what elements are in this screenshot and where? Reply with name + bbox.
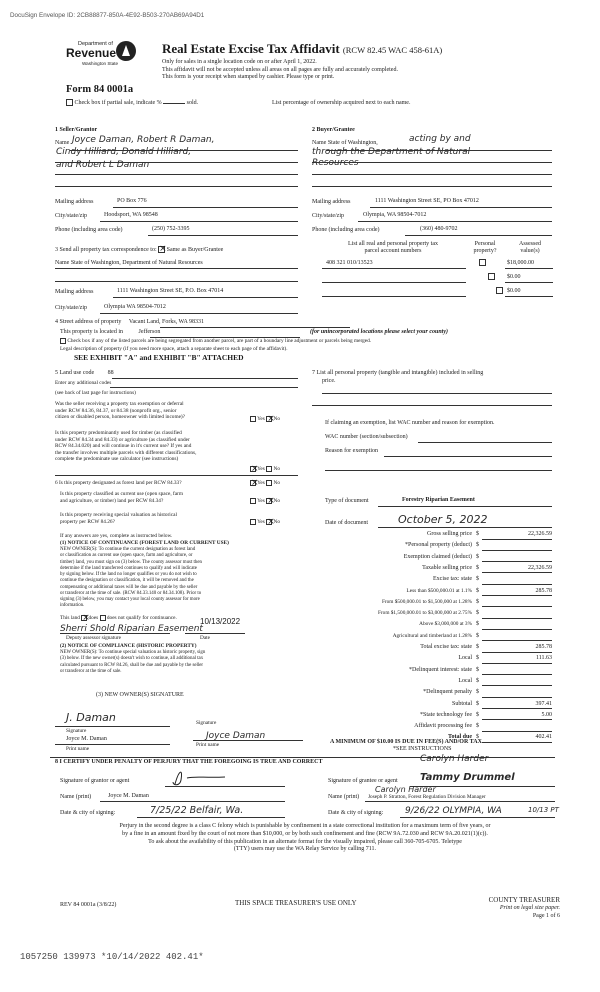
dollar-sign: $ <box>476 610 479 617</box>
dollar-sign: $ <box>476 644 479 650</box>
q6-3-no-checkbox[interactable] <box>266 519 272 525</box>
owner-signature-label-2: Signature <box>196 720 217 726</box>
street-value[interactable]: Vacant Land, Forks, WA 98331 <box>128 319 205 325</box>
personal-checkbox-1[interactable] <box>479 259 486 266</box>
owner-print-label-2: Print name <box>196 742 220 748</box>
notice2-line4: or transferor at the time of sale. <box>60 668 122 674</box>
q5-1-no: No <box>273 416 280 423</box>
header-note2: This affidavit will not be accepted unless all areas on all pages are fully and accurately completed. <box>162 66 398 73</box>
form-number: Form 84 0001a <box>66 84 134 95</box>
notice1-line1: NEW OWNER(S): To continue the current designation as forest land <box>60 547 196 552</box>
hw-name-mid: Carolyn Harder <box>375 785 436 794</box>
personal-header2: property? <box>473 248 497 255</box>
notice1-title: (1) NOTICE OF CONTINUANCE (FOREST LAND OR CURRENT USE) <box>60 540 229 546</box>
land-use-label: 5 Land use code <box>55 370 95 376</box>
tax-row-label: Excise tax: state <box>433 576 472 583</box>
see-instructions: *SEE INSTRUCTIONS <box>393 746 452 752</box>
q5-2-yes-checkbox[interactable] <box>250 466 256 472</box>
seller-city-label: City/state/zip <box>55 213 87 219</box>
unincorp-note: (for unincorporated locations please select your county) <box>310 329 448 335</box>
segregated-checkbox[interactable] <box>60 338 66 344</box>
doc-type-label: Type of document <box>325 498 369 504</box>
dollar-sign: $ <box>476 655 479 662</box>
additional-codes-label: Enter any additional codes <box>55 380 112 386</box>
receipt-stamp: 1057250 139973 *10/14/2022 402.41* <box>20 952 204 962</box>
q5-1-yes: Yes <box>257 416 265 423</box>
header-note3: This form is your receipt when stamped by cashier. Please type or print. <box>162 74 335 81</box>
buyer-city-label: City/state/zip <box>312 213 344 219</box>
tax-row-label: Total excise tax: state <box>420 644 472 650</box>
dollar-sign: $ <box>476 632 479 639</box>
seller-name-line1: Joyce Daman, Robert R Daman, <box>72 135 215 145</box>
exhibit-text: SEE EXHIBIT "A" and EXHIBIT "B" ATTACHED <box>74 353 244 362</box>
owner-print-name-1[interactable]: Joyce M. Daman <box>66 736 107 742</box>
tax-row-label: Total due <box>448 734 472 741</box>
this-land-label: This land <box>60 615 80 622</box>
tax-row-label: *Delinquent penalty <box>423 689 472 696</box>
county-treasurer: COUNTY TREASURER <box>488 896 560 904</box>
located-label: This property is located in <box>60 329 123 335</box>
notice1-line10: information. <box>60 603 85 609</box>
buyer-city[interactable]: Olympia, WA 98504-7012 <box>363 212 427 218</box>
located-value[interactable]: Jefferson <box>138 329 161 335</box>
seller-phone[interactable]: (250) 752-3395 <box>152 226 190 232</box>
corr-mailing[interactable]: 1111 Washington Street SE, P.O. Box 47014 <box>117 288 224 294</box>
q5-1-yes-checkbox[interactable] <box>250 416 256 422</box>
q5-1-no-checkbox[interactable] <box>266 416 272 422</box>
dollar-sign: $ <box>476 564 479 571</box>
tax-row-label: Affidavit processing fee <box>414 723 472 730</box>
parcel-value-2[interactable]: $0.00 <box>507 274 521 280</box>
tax-row-label: From $500,000.01 to $1,500,000 at 1.28% <box>381 598 472 605</box>
certify-line: 8 I CERTIFY UNDER PENALTY OF PERJURY THAT THE FOREGOING IS TRUE AND CORRECT <box>55 759 323 765</box>
tax-row-label: Taxable selling price <box>422 564 472 571</box>
dollar-sign: $ <box>476 666 479 673</box>
perjury-line4: (TTY) users may use the WA Relay Service by calling 711. <box>233 846 377 853</box>
dollar-sign: $ <box>476 576 479 583</box>
notice2-line1: NEW OWNER(S): To continue special valuation as historic property, sign <box>60 650 206 655</box>
assessed-header1: Assessed <box>519 241 541 247</box>
tax-row-label: *Delinquent interest: state <box>409 666 472 673</box>
treasurer-space: THIS SPACE TREASURER'S USE ONLY <box>235 899 357 907</box>
personal-checkbox-3[interactable] <box>496 287 503 294</box>
notice1-line3: timber) land, you must sign on (3) below. The county assessor must then <box>60 559 202 565</box>
tax-row-value[interactable]: 285.78 <box>535 644 552 650</box>
q6-3-line2: property per RCW 84.26? <box>60 518 115 525</box>
tax-row-value[interactable]: 397.41 <box>535 700 552 707</box>
dept-line3: Washington State <box>82 61 119 67</box>
dollar-sign: $ <box>476 711 479 718</box>
tax-row-label: Exemption claimed (deduct) <box>403 553 472 560</box>
dor-logo <box>66 41 156 66</box>
page-indicator: Page 1 of 6 <box>532 912 560 919</box>
tax-row-value[interactable]: 402.41 <box>535 734 552 741</box>
grantor-name[interactable]: Joyce M. Daman <box>108 793 149 799</box>
q5-2-no: No <box>273 466 280 473</box>
tax-row-value[interactable]: 5.00 <box>541 711 552 718</box>
seller-name-label: Name <box>55 140 70 146</box>
dollar-sign: $ <box>476 553 479 560</box>
assessor-date: 10/13/2022 <box>200 617 241 626</box>
q5-2-no-checkbox[interactable] <box>266 466 272 472</box>
dept-line1: Department of <box>78 41 113 47</box>
notice1-line7: compensating or additional taxes will be due and payable by the seller <box>60 584 198 590</box>
owner-sig-2[interactable]: Joyce Daman <box>206 731 266 741</box>
grantor-sig-label: Signature of grantor or agent <box>60 778 130 784</box>
notice1-line5: by signing below. If the land no longer qualifies or you do not wish to <box>60 572 197 578</box>
notice2-line3: calculated pursuant to RCW 84.26, shall be due and payable by the seller <box>60 662 204 668</box>
q6-2-yes: Yes <box>257 498 265 505</box>
q5-2-yes: Yes <box>257 466 265 473</box>
grantee-sig-label: Signature of grantee or agent <box>328 778 398 784</box>
exemption-label: If claiming an exemption, list WAC number and reason for exemption. <box>325 420 495 426</box>
q6-2-no: No <box>273 498 280 505</box>
title-text: Real Estate Excise Tax Affidavit <box>162 41 340 56</box>
does-checkbox[interactable] <box>81 615 87 621</box>
grantee-signature[interactable]: Tammy Drummel <box>420 772 515 783</box>
dollar-sign: $ <box>476 689 479 696</box>
seller-mailing[interactable]: PO Box 776 <box>117 198 147 204</box>
parcel-header1: List all real and personal property tax <box>348 241 438 247</box>
grantee-time: 10/13 PT <box>528 806 559 814</box>
grantee-date-label: Date & city of signing: <box>328 810 384 816</box>
corr-name-label: Name <box>55 260 70 266</box>
q6-3-no: No <box>273 519 280 526</box>
q6-3-yes-checkbox[interactable] <box>250 519 256 525</box>
q6-2-line2: and agriculture, or timber) land per RCW 84.34? <box>60 497 164 504</box>
tax-row-label: Local <box>458 677 472 684</box>
dept-line2: Revenue <box>66 46 117 61</box>
sold-label: sold. <box>186 99 199 106</box>
q6-2-line1: Is this property classified as current use (open space, farm <box>60 491 183 497</box>
parcel-number-1[interactable]: 408 321 010/13523 <box>326 260 373 266</box>
q6-2-no-checkbox[interactable] <box>266 498 272 504</box>
perjury-line2: by a fine in an amount fixed by the court of not more than $10,000, or by both such confinement and fine (RCW 9A.72.030 and RCW 9A.20.021(1)(c)). <box>122 830 488 837</box>
q6-1-yes-checkbox[interactable] <box>250 480 256 486</box>
q5-1-line1: Was the seller receiving a property tax exemption or deferral <box>55 401 184 407</box>
form-title <box>162 42 442 57</box>
assessor-date-label: Date <box>200 635 210 641</box>
notice1-line4: determine if the land transferred continues to qualify and will indicate <box>60 565 197 571</box>
notice1-line8: or transferor at the time of sale. (RCW 84.33.140 or 84.34.108). Prior to <box>60 590 202 596</box>
buyer-mailing-label: Mailing address <box>312 199 351 205</box>
dollar-sign: $ <box>476 677 479 684</box>
partial-sale-checkbox[interactable] <box>66 99 73 106</box>
corr-name[interactable]: State of Washington, Department of Natural Resources <box>70 260 203 266</box>
tax-row-label: Less than $500,000.01 at 1.1% <box>406 587 472 594</box>
q6-3-line1: Is this property receiving special valuation as historical <box>60 512 177 518</box>
buyer-phone[interactable]: (360) 480-9702 <box>420 226 458 232</box>
personal-header1: Personal <box>474 241 496 247</box>
q6-1-no: No <box>273 480 280 487</box>
owner-sig-1[interactable]: J. Daman <box>66 711 116 724</box>
buyer-mailing[interactable]: 1111 Washington Street SE, PO Box 47012 <box>375 198 479 204</box>
q5-2-line3: RCW 84.34.020) and will continue in it's current use? If yes and <box>55 443 192 450</box>
owner-signature-label-1: Signature <box>66 728 87 734</box>
seller-name-line2: Cindy Hilliard, Donald Hilliard, <box>56 147 192 158</box>
dollar-sign: $ <box>476 723 479 730</box>
q5-1-line3: citizen or disabled person, homeowner with limited income)? <box>55 414 186 421</box>
envelope-id: DocuSign Envelope ID: 2CB88877-850A-4E92-B503-270AB69A94D1 <box>10 12 205 19</box>
assessed-header2: value(s) <box>520 248 540 255</box>
tax-row-label: From $1,500,000.01 to $3,000,000 at 2.75% <box>377 610 472 617</box>
tax-row-value[interactable]: 285.78 <box>535 587 552 594</box>
dollar-sign: $ <box>476 531 479 537</box>
parcel-value-1[interactable]: $18,000.00 <box>507 260 534 266</box>
list-pct-label: List percentage of ownership acquired next to each name. <box>272 100 411 106</box>
q6-1-no-checkbox[interactable] <box>266 480 272 486</box>
buyer-name-line3: Resources <box>312 158 359 169</box>
tax-row-label: Agricultural and timberland at 1.28% <box>392 632 472 639</box>
header-note1: Only for sales in a single location code on or after April 1, 2022. <box>162 59 317 65</box>
legal-desc-label: Legal description of property (if you need more space, attach a separate sheet to each page of the affidavit). <box>60 346 288 352</box>
doc-date-label: Date of document <box>325 520 368 526</box>
hw-name-top: Carolyn Harder <box>420 754 489 764</box>
q5-2-line2: under RCW 84.34 and 84.33) or agriculture (as classified under <box>55 436 190 443</box>
personal-checkbox-2[interactable] <box>488 273 495 280</box>
grantor-name-label: Name (print) <box>60 794 92 800</box>
perjury-line1: Perjury in the second degree is a class C felony which is punishable by confinement in a state correctional institution for a maximum term of five years, or <box>119 823 491 829</box>
grantor-date[interactable]: 7/25/22 Belfair, Wa. <box>150 805 244 816</box>
owner-print-label-1: Print name <box>66 746 90 752</box>
perjury-line3: To ask about the availability of this publication in an alternate format for the visually impaired, please call 360-705-6705. Teletype <box>148 838 462 845</box>
corr-mailing-label: Mailing address <box>55 289 94 295</box>
does-label: does <box>88 615 99 622</box>
tax-row-value[interactable]: 22,326.59 <box>528 564 552 571</box>
grantee-date[interactable]: 9/26/22 OLYMPIA, WA <box>405 806 502 816</box>
dor-logo-icon <box>115 40 137 62</box>
tax-row-label: Subtotal <box>451 700 472 707</box>
q5-2-line1: Is this property predominantly used for timber (as classified <box>55 430 182 436</box>
q5-1-line2: under RCW 84.36, 84.37, or 84.38 (nonprofit org., senior <box>55 407 177 414</box>
minimum-note: A MINIMUM OF $10.00 IS DUE IN FEE(S) AND/OR TAX <box>330 739 482 745</box>
tax-row-label: *State technology fee <box>420 711 472 718</box>
tax-row-value[interactable]: 111.63 <box>535 655 552 662</box>
buyer-heading: 2 Buyer/Grantee <box>312 127 355 133</box>
q6-1: 6 Is this property designated as forest land per RCW 84.33? <box>55 480 182 486</box>
parcel-header2: parcel account numbers <box>364 248 422 255</box>
tax-row-label: Above $3,000,000 at 3% <box>419 621 472 628</box>
see-back-label: (see back of last page for instructions) <box>55 390 136 396</box>
buyer-name-line2: through the Department of Natural <box>312 147 471 157</box>
dollar-sign: $ <box>476 598 479 605</box>
rev-label: REV 84 0001a (3/8/22) <box>60 902 117 908</box>
parcel-value-3[interactable]: $0.00 <box>507 288 521 294</box>
seller-heading: 1 Seller/Grantor <box>55 127 98 133</box>
grantee-name[interactable]: Joseph P. Stratton, Forest Regulation Division Manager <box>368 794 486 800</box>
notice1-line6: continue the designation or classification, it will be removed and the <box>60 578 194 584</box>
reason-label: Reason for exemption <box>325 448 378 454</box>
grantor-date-label: Date & city of signing: <box>60 810 116 816</box>
section7-line1: 7 List all personal property (tangible and intangible) included in selling <box>312 370 484 376</box>
if-yes-note: If any answers are yes, complete as instructed below. <box>60 533 173 539</box>
doc-date[interactable]: October 5, 2022 <box>398 513 488 526</box>
tax-row-label: Local <box>458 655 472 662</box>
doc-type[interactable]: Forestry Riparian Easement <box>402 497 475 503</box>
title-ref: (RCW 82.45 WAC 458-61A) <box>342 45 443 55</box>
notice1-line2: or classification as current use (open space, farm and agriculture, or <box>60 553 193 559</box>
buyer-phone-label: Phone (including area code) <box>312 227 380 233</box>
dollar-sign: $ <box>476 621 479 628</box>
tax-row-value[interactable]: 22,326.59 <box>528 531 552 537</box>
q6-2-yes-checkbox[interactable] <box>250 498 256 504</box>
q6-1-yes: Yes <box>257 480 265 487</box>
tax-row-label: Gross selling price <box>427 531 472 537</box>
dollar-sign: $ <box>476 734 479 741</box>
seller-phone-label: Phone (including area code) <box>55 227 123 233</box>
grantee-name-label: Name (print) <box>328 794 360 800</box>
deputy-label: Deputy assessor signature <box>66 635 122 641</box>
corr-city-label: City/state/zip <box>55 305 87 311</box>
same-as-buyer-label: Same as Buyer/Grantee <box>166 246 224 253</box>
seller-name-line3: and Robert L Daman <box>56 159 150 170</box>
land-use-value[interactable]: 88 <box>107 370 114 376</box>
new-owner-sig-label: (3) NEW OWNER(S) SIGNATURE <box>96 692 184 698</box>
street-label: 4 Street address of property <box>55 319 122 325</box>
corr-city[interactable]: Olympia WA 98504-7012 <box>104 304 166 310</box>
dollar-sign: $ <box>476 700 479 707</box>
q6-3-yes: Yes <box>257 519 265 526</box>
correspondence-label: 3 Send all property tax correspondence to: <box>55 246 157 253</box>
wac-label: WAC number (section/subsection) <box>325 434 408 440</box>
partial-label: Check box if partial sale, indicate % <box>74 99 162 106</box>
does-not-checkbox[interactable] <box>100 615 106 621</box>
buyer-name-hw: acting by and <box>409 134 471 144</box>
print-legal: Print on legal size paper. <box>499 905 560 912</box>
q5-2-line5: complete the predominate use calculator (see instructions) <box>55 456 179 463</box>
section7-line2: price. <box>322 377 336 384</box>
dollar-sign: $ <box>476 587 479 594</box>
buyer-name-typed: State of Washington, <box>327 140 378 146</box>
segregated-label: Check box if any of the listed parcels are being segregated from another parcel, are part of a boundary line adjustment or parcels being merged. <box>67 338 372 345</box>
buyer-name-label: Name <box>312 140 327 146</box>
q5-2-line4: the transfer involves multiple parcels with different classifications, <box>55 449 197 456</box>
deputy-signature: Sherri Shold Riparian Easement <box>60 624 203 634</box>
seller-mailing-label: Mailing address <box>55 199 94 205</box>
seller-city[interactable]: Hoodsport, WA 98548 <box>104 212 158 218</box>
grantor-signature[interactable] <box>165 766 235 788</box>
does-not-label: does not qualify for continuance. <box>106 615 177 622</box>
notice1-line9: signing (3) below, you may contact your local county assessor for more <box>60 597 200 603</box>
tax-row-label: *Personal property (deduct) <box>405 542 472 549</box>
same-as-buyer-checkbox[interactable] <box>158 246 165 253</box>
notice2-line2: (3) below. If the new owner(s) doesn't wish to continue, all additional tax <box>60 656 204 662</box>
dollar-sign: $ <box>476 542 479 549</box>
notice2-title: (2) NOTICE OF COMPLIANCE (HISTORIC PROPERTY) <box>60 643 197 649</box>
